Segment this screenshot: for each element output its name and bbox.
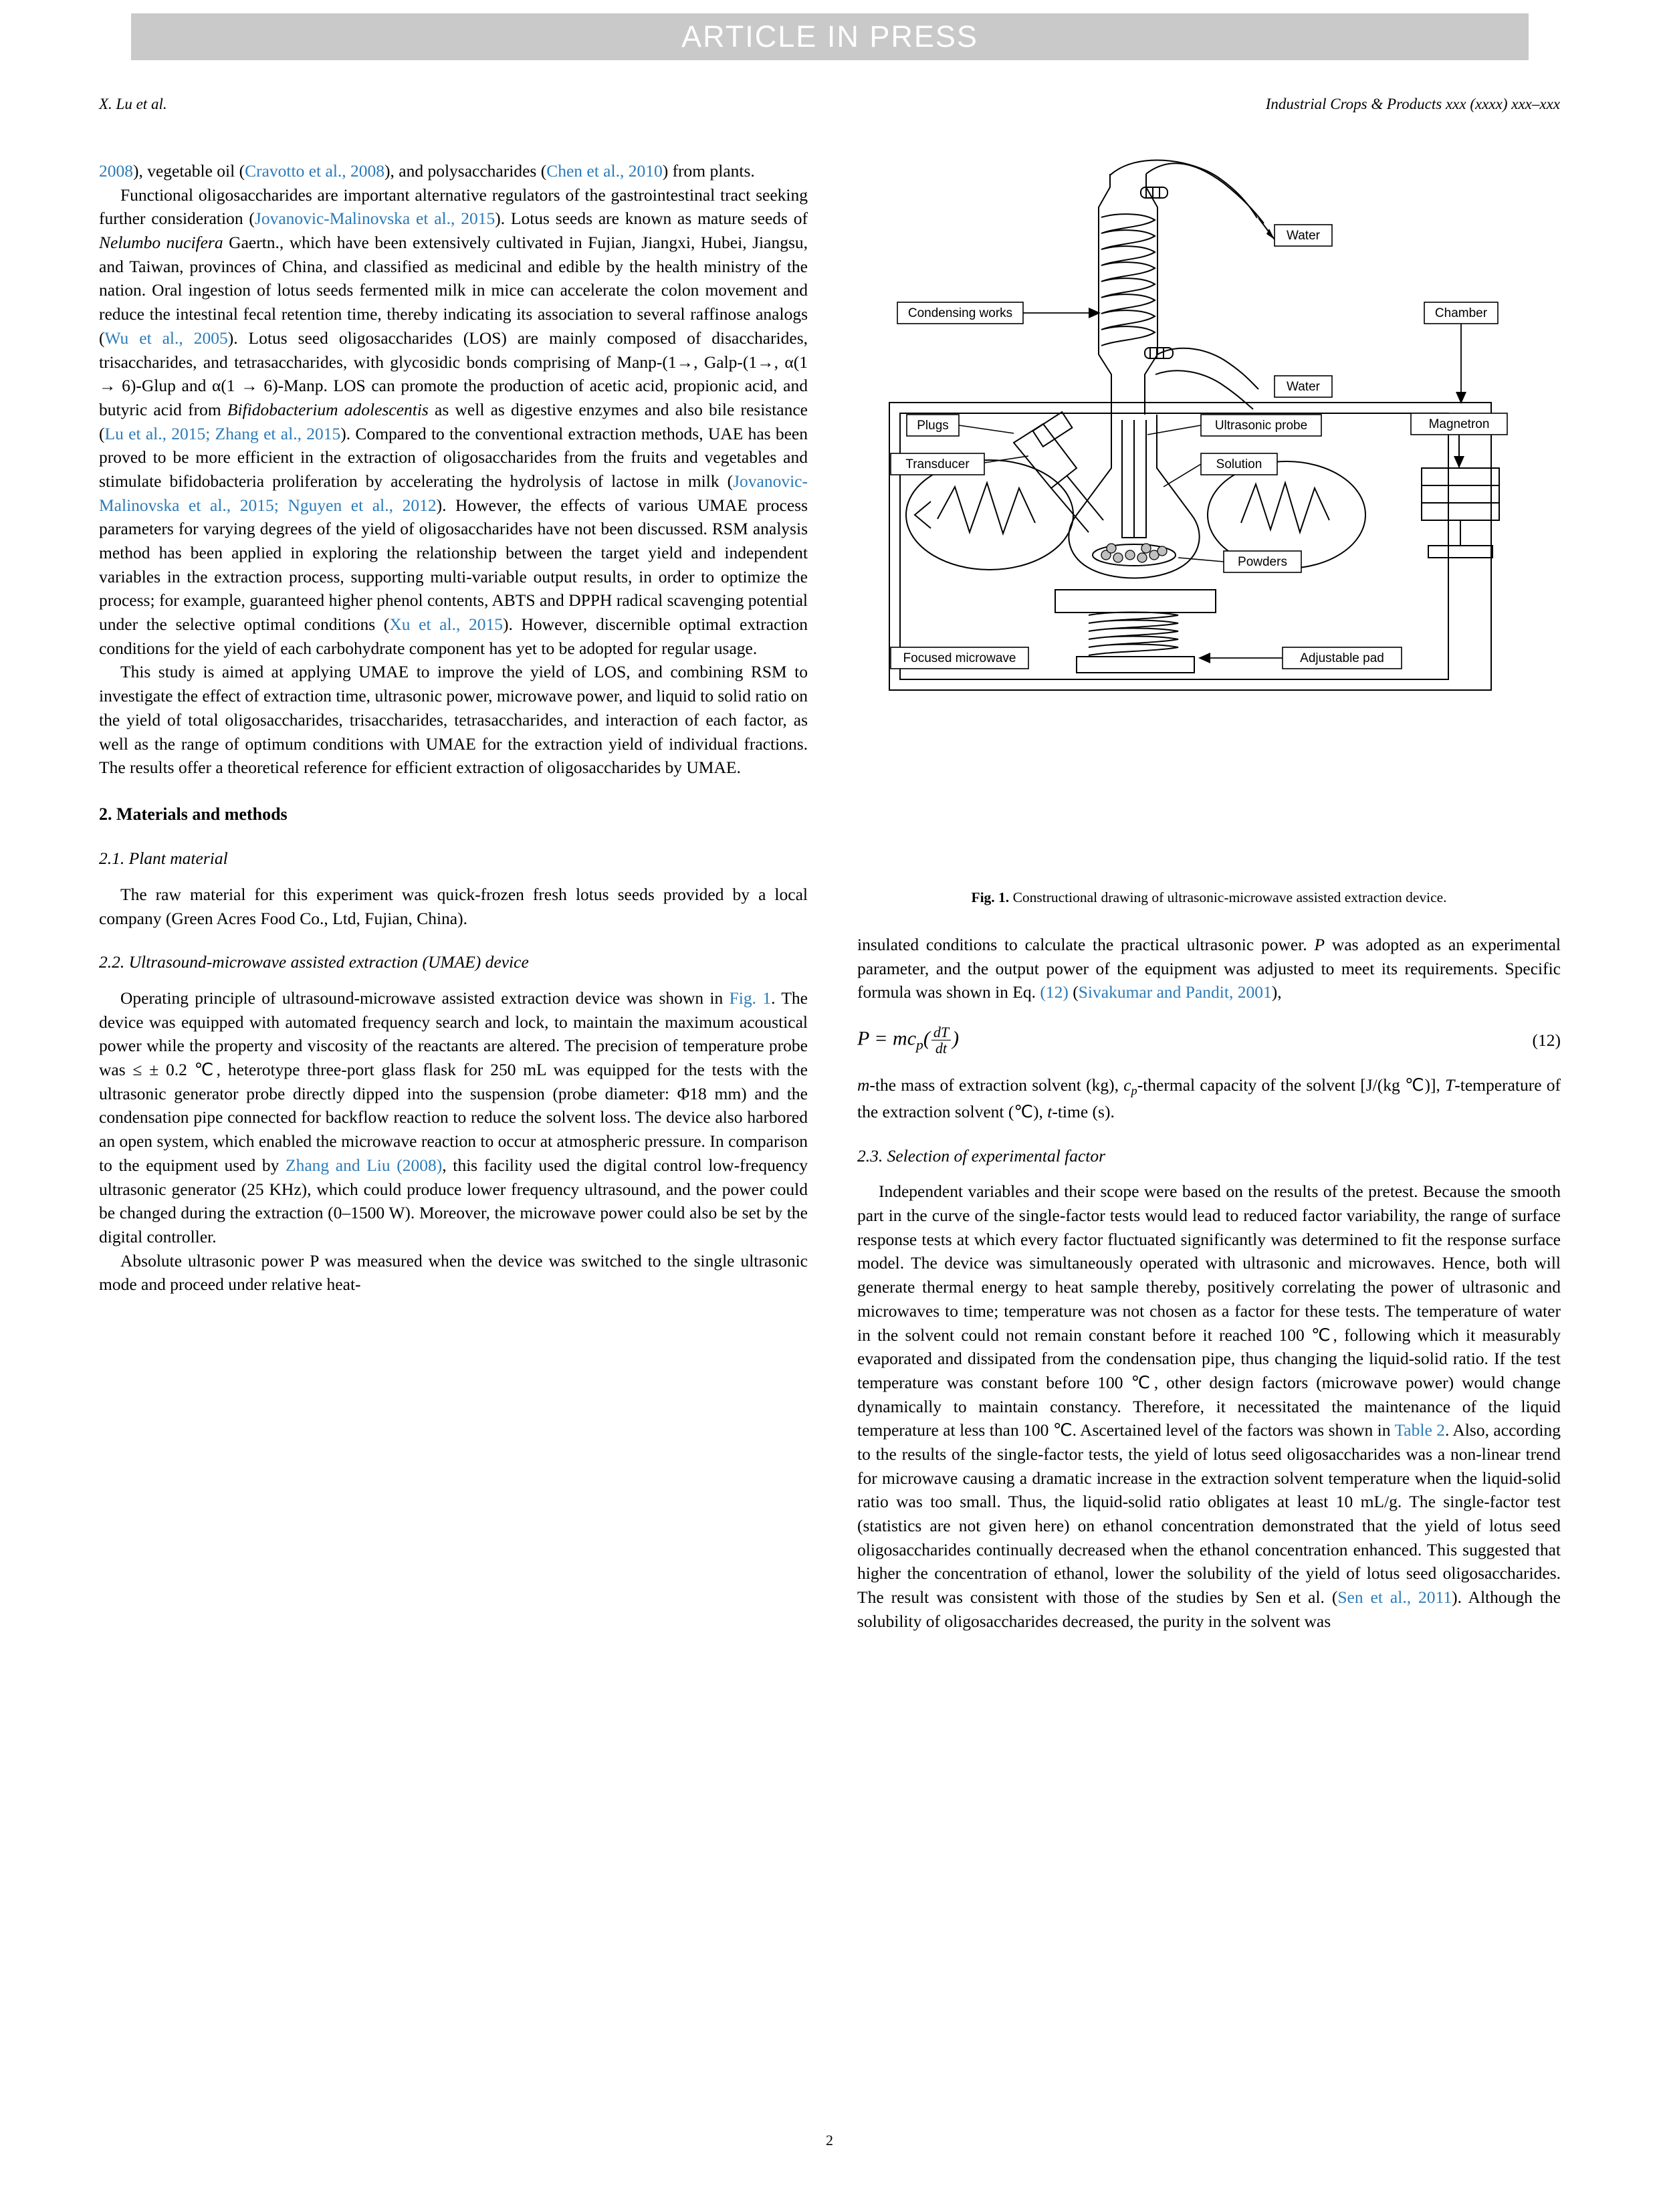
- paragraph-umae-device: Operating principle of ultrasound-microwave assisted extraction device was shown in Fig. 1. The device was equipped with automated frequency search and lock, to maintain the maximum acoustical power while the property and viscosity of the reactants are altered. The precision of temperature probe was ≤ ± 0.2 ℃, heterotype three-port glass flask for 250 mL was equipped for the tests with the ultrasonic generator probe directly dipped into the suspension (probe diameter: Φ18 mm) and the condensation pipe connected for backflow reaction to reduce the solvent loss. The device also harbored an open system, which enabled the microwave reaction to occur at atmospheric pressure. In comparison to the equipment used by Zhang and Liu (2008), this facility used the digital control low-frequency ultrasonic generator (25 KHz), which could produce lower frequency ultrasound, and the power could be changed during the extraction (0–1500 W). Moreover, the microwave power could also be set by the digital controller.: [99, 988, 808, 1246]
- heading-selection-of-experimental-factor: 2.3. Selection of experimental factor: [857, 1145, 1106, 1166]
- figure-label-solution: Solution: [1216, 457, 1262, 471]
- paragraph-3: This study is aimed at applying UMAE to improve the yield of LOS, and combining RSM to investigate the effect of extraction time, ultrasonic power, microwave power, and liquid to solid ratio on the yield of total oligosaccharides, trisaccharides, tetrasaccharides, and interaction of each factor, as well as the range of optimum conditions with UMAE for the extraction yield of individual fractions. The results offer a theoretical reference for efficient extraction of oligosaccharides by UMAE.: [99, 662, 808, 778]
- figure-label-condensing-works: Condensing works: [907, 306, 1013, 320]
- paragraph-insulated-conditions: insulated conditions to calculate the practical ultrasonic power. P was adopted as an experimental parameter, and the output power of the equipment was adjusted to meet its requirements. Specific formula was shown in Eq. (12) (Sivakumar and Pandit, 2001),: [857, 935, 1561, 1002]
- figure-1-umae-device: [876, 154, 1545, 883]
- citation-cravotto[interactable]: Cravotto et al., 2008: [245, 161, 385, 181]
- paragraph-experimental-factor: Independent variables and their scope were based on the results of the pretest. Because the smooth part in the curve of the single-factor tests would lead to reduced factor variability, the range of surface response tests at which every factor fluctuated significantly was determined to fit the response surface model. The device was simultaneously operated with ultrasonic and microwaves. Hence, both will generate thermal energy to heat sample thereby, positively correlating the power of ultrasonic and microwaves to time; temperature was not chosen as a factor for these tests. The temperature of water in the solvent could not remain constant before it reached 100 ℃, following which it measurably evaporated and dissipated from the condensation pipe, thus changing the liquid-solid ratio. If the test temperature was constant before 100 ℃, other design factors (microwave power) would change dynamically to maintain constancy. Therefore, it necessitated the maintenance of the liquid temperature at less than 100 ℃. Ascertained level of the factors was shown in Table 2. Also, according to the results of the single-factor tests, the yield of lotus seed oligosaccharides was a non-linear trend for microwave causing a dramatic increase in the extraction solvent temperature when the liquid-solid ratio was too small. Thus, the liquid-solid ratio obligates at least 10 mL/g. The single-factor test (statistics are not given here) on ethanol concentration demonstrated that the yield of lotus seed oligosaccharides continually decreased when the ethanol concentration enhanced. This suggested that higher the concentration of ethanol, lower the solubility of the yield of lotus seed oligosaccharides. The result was consistent with those of the studies by Sen et al. (Sen et al., 2011). Although the solubility of oligosaccharides decreased, the purity in the solvent was: [857, 1182, 1561, 1631]
- citation-zhang-liu[interactable]: Zhang and Liu (2008): [286, 1155, 443, 1175]
- paragraph-plant-material: The raw material for this experiment was quick-frozen fresh lotus seeds provided by a local company (Green Acres Food Co., Ltd, Fujian, China).: [99, 884, 808, 928]
- citation-xu[interactable]: Xu et al., 2015: [389, 615, 503, 635]
- figure-caption-label: Fig. 1.: [971, 889, 1010, 905]
- citation-wu[interactable]: Wu et al., 2005: [104, 328, 228, 348]
- equation-number: (12): [1532, 1030, 1561, 1050]
- citation-2008[interactable]: 2008: [99, 161, 133, 181]
- article-in-press-banner: ARTICLE IN PRESS: [131, 13, 1529, 60]
- citation-jovanovic-nguyen[interactable]: Jovanovic-Malinovska et al., 2015; Nguyen et al., 2012: [99, 471, 808, 515]
- figure-label-plugs: Plugs: [917, 419, 949, 433]
- citation-chen[interactable]: Chen et al., 2010: [546, 161, 663, 181]
- equation-12: [857, 1024, 1561, 1056]
- paragraph-absolute-power: Absolute ultrasonic power P was measured when the device was switched to the single ultrasonic mode and proceed under relative heat-: [99, 1250, 808, 1295]
- derivative-fraction: $\frac{dT}{dt}$: [931, 1024, 951, 1056]
- figure-label-adjustable-pad: Adjustable pad: [1300, 651, 1384, 665]
- running-head-left: X. Lu et al.: [99, 96, 167, 112]
- figure-label-ultrasonic-probe: Ultrasonic probe: [1214, 419, 1308, 433]
- equation-reference-12[interactable]: (12): [1040, 982, 1069, 1002]
- paragraph-2: Functional oligosaccharides are important alternative regulators of the gastrointestinal tract seeking further consideration (Jovanovic-Malinovska et al., 2015). Lotus seeds are known as mature seeds of Nelumbo nucifera Gaertn., which have been extensively cultivated in Fujian, Jiangxi, Hubei, Jiangsu, and Taiwan, provinces of China, and classified as medicinal and edible by the health ministry of the nation. Oral ingestion of lotus seeds fermented milk in mice can accelerate the colon movement and reduce the intestinal fecal retention time, thereby indicating its association to several raffinose analogs (Wu et al., 2005). Lotus seed oligosaccharides (LOS) are mainly composed of disaccharides, trisaccharides, and tetrasaccharides, with glycosidic bonds comprising of Manp-(1→, Galp-(1→, α(1 → 6)-Glup and α(1 → 6)-Manp. LOS can promote the production of acetic acid, propionic acid, and butyric acid from Bifidobacterium adolescentis as well as digestive enzymes and also bile resistance (Lu et al., 2015; Zhang et al., 2015). Compared to the conventional extraction methods, UAE has been proved to be more efficient in the extraction of oligosaccharides from the fruits and vegetables and stimulate bifidobacteria proliferation by accelerating the hydrolysis of lactose in milk (Jovanovic-Malinovska et al., 2015; Nguyen et al., 2012). However, the effects of various UMAE process parameters for varying degrees of the yield of oligosaccharides have not been discussed. RSM analysis method has been applied in exploring the relationship between the target yield and independent variables in the extraction process, supporting multi-variable output results, in order to optimize the process; for example, guaranteed higher phenol contents, ABTS and DPPH radical scavenging potential under the selective optimal conditions (Xu et al., 2015). However, discernible optimal extraction conditions for the yield of each carbohydrate component has yet to be adopted for regular usage.: [99, 185, 808, 658]
- figure-reference-fig1[interactable]: Fig. 1: [729, 988, 772, 1008]
- heading-materials-and-methods: 2. Materials and methods: [99, 804, 288, 824]
- running-head-right: Industrial Crops & Products xxx (xxxx) xxx–xxx: [1265, 96, 1560, 112]
- figure-label-transducer: Transducer: [905, 457, 970, 471]
- equation-body: $P = mc_p$( $\frac{dT}{dt}$ ): [857, 1024, 960, 1057]
- figure-caption: [857, 889, 1561, 906]
- citation-jovanovic-1[interactable]: Jovanovic-Malinovska et al., 2015: [254, 209, 495, 229]
- figure-label-water-top: Water: [1287, 229, 1320, 243]
- citation-lu-zhang[interactable]: Lu et al., 2015; Zhang et al., 2015: [104, 423, 341, 443]
- citation-sivakumar[interactable]: Sivakumar and Pandit, 2001: [1078, 982, 1272, 1002]
- paragraph-symbols: m-the mass of extraction solvent (kg), $c_p$-thermal capacity of the solvent [J/(kg ℃)], T-temperature of the extraction solvent (℃), t-time (s).: [857, 1075, 1561, 1122]
- figure-label-focused-microwave: Focused microwave: [903, 651, 1016, 665]
- citation-sen[interactable]: Sen et al., 2011: [1337, 1587, 1452, 1608]
- figure-label-chamber: Chamber: [1434, 306, 1488, 320]
- heading-plant-material: 2.1. Plant material: [99, 849, 228, 869]
- left-column: [99, 159, 808, 1297]
- right-column: [857, 933, 1561, 1633]
- table-reference-table2[interactable]: Table 2: [1394, 1420, 1445, 1440]
- species-name-bifidobacterium: Bifidobacterium adolescentis: [227, 399, 429, 419]
- paragraph-1: 2008), vegetable oil (Cravotto et al., 2008), and polysaccharides (Chen et al., 2010) from plants.: [99, 161, 755, 181]
- species-name-nelumbo: Nelumbo nucifera: [99, 233, 223, 253]
- figure-caption-text: Constructional drawing of ultrasonic-microwave assisted extraction device.: [1012, 889, 1447, 905]
- page-number: 2: [826, 2132, 833, 2148]
- figure-label-water-mid: Water: [1287, 380, 1320, 394]
- figure-label-magnetron: Magnetron: [1428, 417, 1490, 431]
- symbol-P: P: [1314, 935, 1325, 954]
- heading-umae-device: 2.2. Ultrasound-microwave assisted extraction (UMAE) device: [99, 952, 529, 972]
- figure-label-powders: Powders: [1238, 555, 1287, 569]
